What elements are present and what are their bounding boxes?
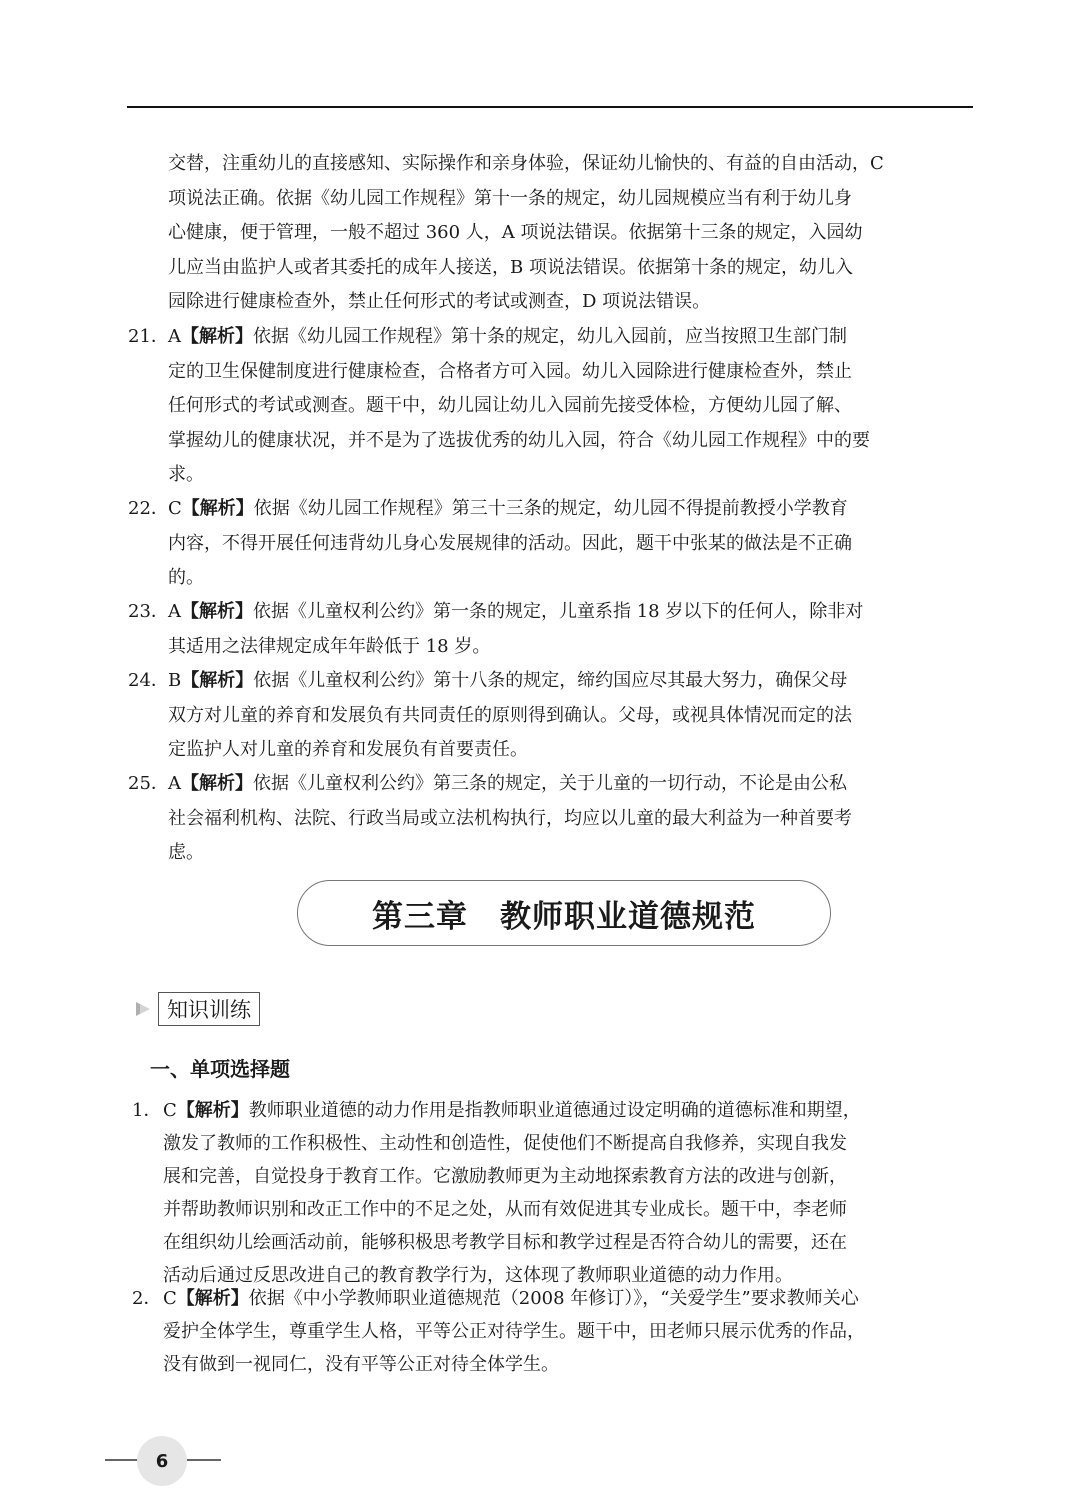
page-number: 6 (137, 1436, 187, 1486)
text-line: 的。 (168, 567, 204, 588)
answer-number: 1． (132, 1100, 162, 1121)
answer-2 (128, 1282, 978, 1381)
answer-letter: C (168, 498, 182, 519)
text-line: 求。 (168, 464, 204, 485)
analysis-text: 依据《儿童权利公约》第十八条的规定，缔约国应尽其最大努力，确保父母 (253, 670, 848, 691)
text-line: 其适用之法律规定成年年龄低于 18 岁。 (168, 635, 491, 657)
text-line: 虑。 (168, 842, 204, 863)
header-rule (127, 106, 973, 108)
page-number-rule-left (105, 1459, 139, 1461)
text-line: 激发了教师的工作积极性、主动性和创造性，促使他们不断提高自我修养，实现自我发 (163, 1133, 847, 1154)
analysis-tag: 【解析】 (181, 670, 254, 691)
text-line (168, 320, 978, 355)
analysis-text: 依据《幼儿园工作规程》第十条的规定，幼儿入园前，应当按照卫生部门制 (253, 326, 847, 347)
answer-number: 23． (128, 601, 169, 622)
analysis-text: 依据《儿童权利公约》第三条的规定，关于儿童的一切行动，不论是由公私 (253, 773, 847, 794)
analysis-tag: 【解析】 (181, 773, 253, 794)
answer-number: 22． (128, 498, 169, 519)
text-line: 交替，注重幼儿的直接感知、实际操作和亲身体验，保证幼儿愉快的、有益的自由活动，C (168, 153, 884, 174)
text-line (168, 664, 978, 699)
answer-20-continuation (128, 147, 978, 320)
answer-number: 24． (128, 670, 169, 691)
answer-number: 2． (132, 1288, 162, 1309)
analysis-tag: 【解析】 (176, 1100, 249, 1121)
text-line: 展和完善，自觉投身于教育工作。它激励教师更为主动地探索教育方法的改进与创新， (163, 1166, 847, 1187)
text-line (163, 1282, 978, 1315)
subsection-title: 一、单项选择题 (150, 1057, 290, 1081)
analysis-text: 依据《幼儿园工作规程》第三十三条的规定，幼儿园不得提前教授小学教育 (253, 498, 848, 519)
answer-22 (128, 492, 978, 596)
text-line: 儿应当由监护人或者其委托的成年人接送，B 项说法错误。依据第十条的规定，幼儿入 (168, 256, 853, 278)
answer-letter: C (163, 1100, 177, 1121)
answer-letter: A (168, 601, 181, 622)
text-line (163, 1094, 978, 1127)
answer-letter: B (168, 670, 182, 691)
text-line: 双方对儿童的养育和发展负有共同责任的原则得到确认。父母，或视具体情况而定的法 (168, 704, 852, 726)
text-line: 没有做到一视同仁，没有平等公正对待全体学生。 (163, 1354, 559, 1375)
text-line (168, 767, 978, 802)
analysis-tag: 【解析】 (176, 1288, 249, 1309)
page-number-badge (105, 1436, 221, 1486)
text-line: 项说法正确。依据《幼儿园工作规程》第十一条的规定，幼儿园规模应当有利于幼儿身 (168, 187, 852, 209)
text-line: 内容，不得开展任何违背幼儿身心发展规律的活动。因此，题干中张某的做法是不正确 (168, 532, 852, 554)
answer-letter: A (168, 326, 181, 347)
answer-1 (128, 1094, 978, 1292)
text-line: 定的卫生保健制度进行健康检查，合格者方可入园。幼儿入园除进行健康检查外，禁止 (168, 360, 852, 382)
chapter-title: 第三章 教师职业道德规范 (372, 898, 756, 935)
analysis-tag: 【解析】 (181, 326, 253, 347)
text-line: 在组织幼儿绘画活动前，能够积极思考教学目标和教学过程是否符合幼儿的需要，还在 (163, 1232, 847, 1253)
answer-25 (128, 767, 978, 871)
chapter-title-banner (297, 880, 831, 946)
answer-21 (128, 320, 978, 493)
text-line: 活动后通过反思改进自己的教育教学行为，这体现了教师职业道德的动力作用。 (163, 1265, 793, 1286)
answer-number: 25． (128, 773, 169, 794)
text-line: 并帮助教师识别和改正工作中的不足之处，从而有效促进其专业成长。题干中，李老师 (163, 1199, 847, 1220)
answer-letter: C (163, 1288, 177, 1309)
analysis-text: 教师职业道德的动力作用是指教师职业道德通过设定明确的道德标准和期望， (248, 1100, 861, 1121)
page-number-rule-right (185, 1459, 221, 1461)
text-line (168, 492, 978, 527)
text-line: 爱护全体学生，尊重学生人格，平等公正对待学生。题干中，田老师只展示优秀的作品， (163, 1321, 865, 1342)
answer-number: 21． (128, 326, 169, 347)
section-title: 知识训练 (158, 992, 260, 1026)
text-line: 任何形式的考试或测查。题干中，幼儿园让幼儿入园前先接受体检，方便幼儿园了解、 (168, 395, 852, 416)
text-line: 社会福利机构、法院、行政当局或立法机构执行，均应以儿童的最大利益为一种首要考 (168, 807, 852, 829)
triangle-marker-icon (136, 1002, 152, 1016)
analysis-tag: 【解析】 (181, 601, 253, 622)
analysis-text: 依据《中小学教师职业道德规范（2008 年修订）》，“关爱学生”要求教师关心 (248, 1288, 859, 1309)
text-line: 心健康，便于管理，一般不超过 360 人，A 项说法错误。依据第十三条的规定，入园幼 (168, 222, 863, 243)
answer-24 (128, 664, 978, 768)
answer-letter: A (168, 773, 181, 794)
analysis-tag: 【解析】 (181, 498, 254, 519)
text-line: 掌握幼儿的健康状况，并不是为了选拔优秀的幼儿入园，符合《幼儿园工作规程》中的要 (168, 429, 870, 451)
text-line: 定监护人对儿童的养育和发展负有首要责任。 (168, 739, 528, 760)
text-line (168, 595, 978, 630)
analysis-text: 依据《儿童权利公约》第一条的规定，儿童系指 18 岁以下的任何人，除非对 (253, 601, 864, 622)
answer-23 (128, 595, 978, 664)
text-line: 园除进行健康检查外，禁止任何形式的考试或测查，D 项说法错误。 (168, 291, 711, 312)
